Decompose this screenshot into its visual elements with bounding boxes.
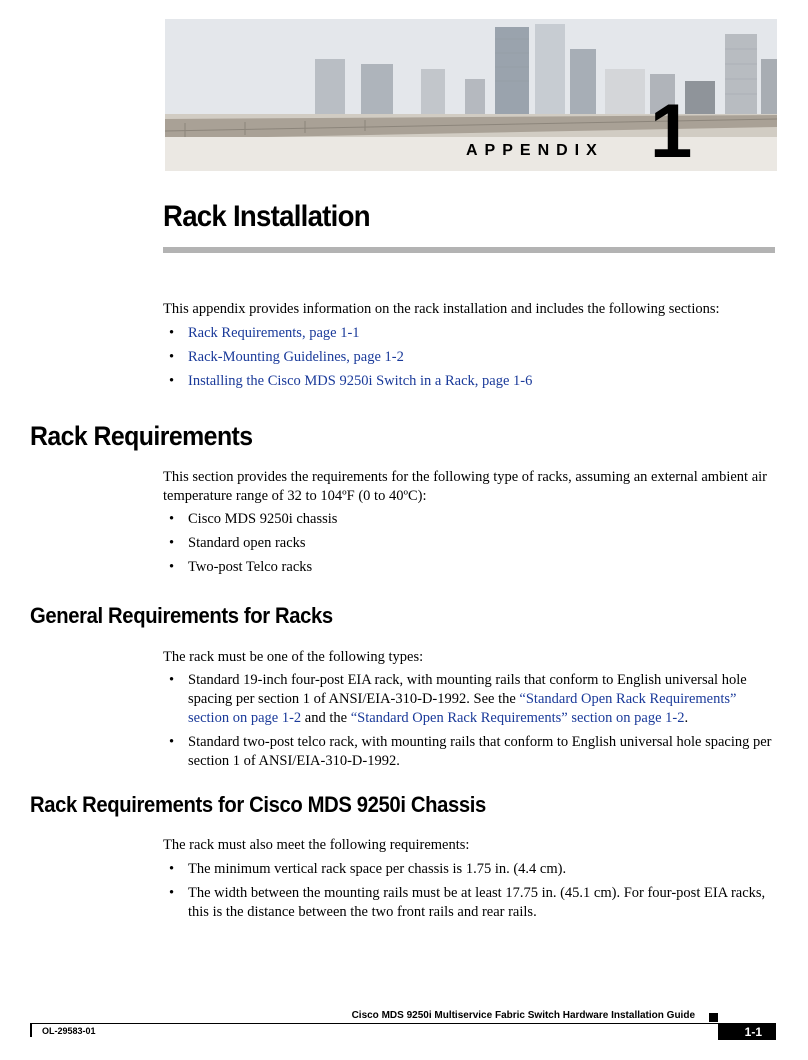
section-links-list [163, 324, 778, 396]
heading-rack-requirements: Rack Requirements [30, 421, 253, 451]
mds-requirements-text: The rack must also meet the following requirements: [163, 837, 470, 853]
footer-doc-number: OL-29583-01 [42, 1026, 96, 1036]
title-rule [163, 247, 775, 253]
heading-mds-9250i-requirements: Rack Requirements for Cisco MDS 9250i Chassis [30, 792, 486, 817]
rack-requirements-text: This section provides the requirements for the following type of racks, assuming an external ambient air temperature range of 32 to 104ºF (0 to 40ºC): [163, 469, 767, 504]
list-item: • Cisco MDS 9250i chassis [169, 511, 338, 527]
appendix-label: APPENDIX [466, 142, 604, 159]
link-rack-mounting-guidelines[interactable]: Rack-Mounting Guidelines, page 1-2 [188, 349, 404, 365]
general-requirements-text: The rack must be one of the following types: [163, 649, 424, 665]
list-item: • The width between the mounting rails must be at least 17.75 in. (45.1 cm). For four-post EIA racks, this is the distance between the two front rails and rear rails. [169, 885, 766, 920]
link-installing-switch[interactable]: Installing the Cisco MDS 9250i Switch in a Rack, page 1-6 [188, 373, 533, 389]
list-item: • Rack Requirements, page 1-1 [169, 325, 360, 341]
intro-text: This appendix provides information on the rack installation and includes the following sections: [163, 301, 720, 317]
rack-types-list [163, 510, 778, 582]
list-item: • Standard two-post telco rack, with mounting rails that conform to English universal hole spacing per section 1 of ANSI/EIA-310-D-1992. [169, 734, 772, 769]
footer-tick [30, 1023, 32, 1037]
list-item: • Two-post Telco racks [169, 559, 313, 575]
mds-requirements-list [163, 860, 778, 927]
chapter-title: Rack Installation [163, 200, 370, 233]
rack-type-options-list [163, 671, 778, 776]
link-standard-open-rack-1[interactable]: “Standard Open Rack Requirements” section on page 1-2 [188, 691, 737, 726]
page-number: 1-1 [718, 1023, 776, 1040]
link-rack-requirements[interactable]: Rack Requirements, page 1-1 [188, 325, 360, 341]
list-item: • The minimum vertical rack space per chassis is 1.75 in. (4.4 cm). [169, 861, 567, 877]
list-item: • Rack-Mounting Guidelines, page 1-2 [169, 349, 404, 365]
list-item: • Installing the Cisco MDS 9250i Switch in a Rack, page 1-6 [169, 373, 533, 389]
footer-marker [709, 1013, 718, 1022]
list-item: • Standard 19-inch four-post EIA rack, with mounting rails that conform to English universal hole spacing per section 1 of ANSI/EIA-310-D-1992. See the “Standard Open Rack Requirements” section on page 1-2 and the “Standard Open Rack Requirements” section on page 1-2. [169, 672, 747, 726]
footer-guide-title: Cisco MDS 9250i Multiservice Fabric Switch Hardware Installation Guide [351, 1010, 695, 1021]
link-standard-open-rack-2[interactable]: “Standard Open Rack Requirements” section on page 1-2 [350, 710, 685, 726]
list-item: • Standard open racks [169, 535, 306, 551]
footer-rule [30, 1023, 775, 1024]
appendix-number: 1 [650, 89, 693, 174]
heading-general-requirements: General Requirements for Racks [30, 603, 333, 628]
